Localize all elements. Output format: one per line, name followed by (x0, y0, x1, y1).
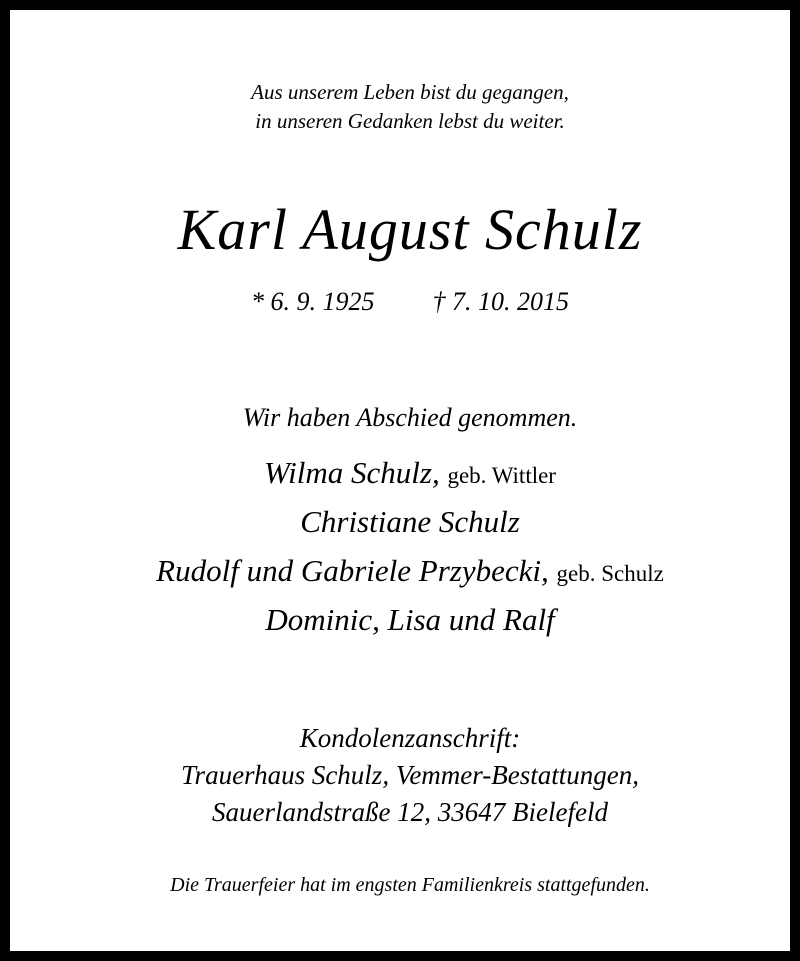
funeral-note: Die Trauerfeier hat im engsten Familienkreis stattgefunden. (170, 874, 650, 896)
life-dates (20, 287, 800, 317)
mourner-maiden-name: geb. Schulz (556, 561, 664, 586)
mourner-4 (20, 602, 800, 638)
mourner-name: Dominic, Lisa und Ralf (265, 602, 555, 637)
motto-line-2: in unseren Gedanken lebst du weiter. (255, 109, 565, 133)
farewell-text: Wir haben Abschied genommen. (242, 403, 578, 432)
mourner-name: Wilma Schulz, (264, 455, 440, 490)
mourner-3 (20, 553, 800, 589)
death-date: † 7. 10. 2015 (432, 287, 569, 316)
mourner-name: Christiane Schulz (300, 504, 520, 539)
motto-line-1: Aus unserem Leben bist du gegangen, (251, 80, 569, 104)
condolence-address-line-1: Trauerhaus Schulz, Vemmer-Bestattungen, (181, 760, 639, 790)
mourner-2 (20, 504, 800, 540)
mourner-1 (20, 455, 800, 491)
mourner-maiden-name: geb. Wittler (447, 463, 556, 488)
condolence-heading: Kondolenzanschrift: (299, 723, 521, 753)
deceased-name: Karl August Schulz (177, 197, 643, 262)
condolence-address-line-2: Sauerlandstraße 12, 33647 Bielefeld (212, 797, 608, 827)
mourner-name: Rudolf und Gabriele Przybecki, (156, 553, 549, 588)
birth-date: * 6. 9. 1925 (251, 287, 375, 316)
